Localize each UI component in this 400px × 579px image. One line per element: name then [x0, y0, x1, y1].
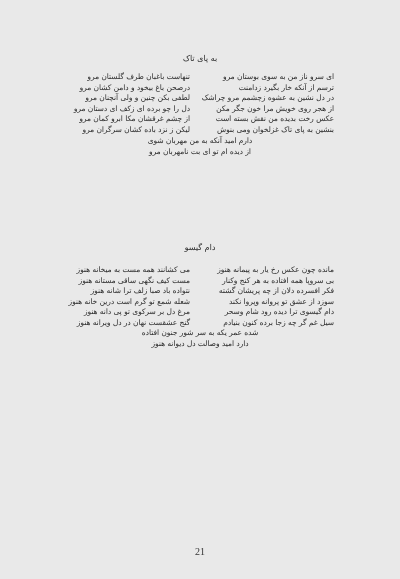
poem-closing-couplet: [0, 136, 400, 157]
verse-line: دام گیسوی ترا دیده رود شام وسحر: [224, 307, 334, 317]
poem-right-column: [202, 72, 334, 136]
verse-line: از هجر روی خویش مرا خون جگر مکن: [216, 103, 334, 113]
verse-line: گنج عشقست نهان در دل ویرانه هنوز: [76, 317, 190, 327]
verse-line: بنشین به پای تاک غزلخوان ومی بنوش: [217, 124, 334, 134]
verse-line: عکس رخت بدیده من نقش بسته است: [215, 114, 334, 124]
verse-line: دل را چو برده ای زکف ای دستان مرو: [73, 103, 190, 113]
verse-line: درصحن باغ بیخود و دامن کشان مرو: [79, 82, 190, 92]
poem-left-column: [58, 265, 190, 329]
verse-line: لیکن ز نزد باده کشان سرگران مرو: [82, 124, 190, 134]
verse-line: دارد امید وصالت دل دیوانه هنوز: [151, 338, 249, 348]
page-number: 21: [195, 547, 205, 558]
poem-closing-couplet: [0, 328, 400, 349]
verse-line: نتواده باد صبا زلف ترا شانه هنوز: [90, 286, 190, 296]
poem-title: به پای تاک: [182, 54, 218, 63]
verse-line: ترسم از آنکه خار بگیرد زدامنت: [238, 82, 334, 92]
verse-line: از دیده ام تو ای بت نامهربان مرو: [149, 146, 251, 156]
verse-line: دارم امید آنکه به من مهربان شوی: [147, 136, 253, 145]
verse-line: سیل غم گر چه زجا برده کنون بنیادم: [223, 317, 334, 327]
verse-line: شده عمر یکه به سر شور جنون افتاده: [141, 328, 259, 337]
verse-line: ای سرو ناز من به سوی بوستان مرو: [223, 72, 334, 81]
verse-line: از چشم غرقشان مکا ابرو کمان مرو: [79, 114, 190, 124]
verse-line: می کشانند همه مست به میخانه هنوز: [76, 265, 190, 274]
verse-line: لطفی بکن چنین و ولی آنچنان مرو: [85, 93, 190, 103]
poem-title: دام گیسو: [184, 243, 216, 252]
verse-line: مست کیف نگهی ساقی مستانه هنوز: [78, 275, 190, 285]
verse-line: مرغ دل بر سرکوی تو پی دانه هنوز: [83, 307, 190, 317]
verse-line: تنهاست باغبان طرف گلستان مرو: [87, 72, 190, 81]
verse-line: مانده چون عکس رخ یار به پیمانه هنوز: [217, 265, 334, 274]
poem-left-column: [58, 72, 190, 136]
verse-line: شعله شمع تو گرم است درین خانه هنوز: [68, 296, 190, 306]
verse-line: سوزد از عشق تو پروانه وپروا نکند: [229, 296, 334, 306]
verse-line: فکر افسرده دلان از چه پریشان گشته: [218, 286, 334, 296]
verse-line: بی سروپا همه افتاده به هر کنج وکنار: [222, 275, 334, 285]
poem-right-column: [200, 265, 334, 329]
verse-line: در دل نشین به عشوه زچشمم مرو چراشک: [201, 93, 334, 103]
